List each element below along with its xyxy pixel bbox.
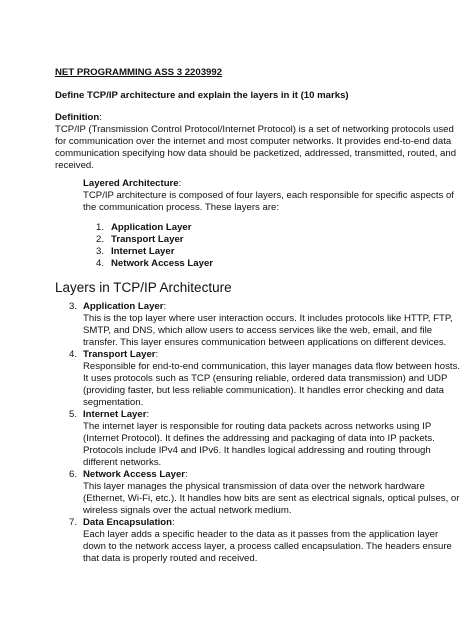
definition-line: TCP/IP (Transmission Control Protocol/Internet Protocol) is a set of networking protocols used	[55, 124, 454, 135]
list-item-transport: Transport Layer	[111, 234, 184, 245]
section-heading: Layers in TCP/IP Architecture	[55, 280, 232, 295]
layer-line: This layer manages the physical transmission of data over the network hardware	[83, 481, 425, 492]
layered-line: the communication process. These layers are:	[83, 202, 280, 213]
layer-line: Responsible for end-to-end communication, this layer manages data flow between hosts.	[83, 361, 461, 372]
layer-title-transport: Transport Layer:	[83, 349, 159, 360]
layer-line: (Internet Protocol). It defines the addressing and packaging of data into IP packets.	[83, 433, 435, 444]
list-item-application: Application Layer	[111, 222, 192, 233]
list-number: 1.	[96, 222, 105, 233]
document-title: NET PROGRAMMING ASS 3 2203992	[55, 67, 223, 78]
definition-line: received.	[55, 160, 94, 171]
list-number: 2.	[96, 234, 105, 245]
layered-line: TCP/IP architecture is composed of four layers, each responsible for specific aspects of	[83, 190, 454, 201]
layer-line: (providing faster, but less reliable communication). It handles error checking and data	[83, 385, 445, 396]
layer-title-internet: Internet Layer:	[83, 409, 150, 420]
layer-number: 3.	[69, 301, 78, 312]
layer-line: wireless signals over the actual network medium.	[83, 505, 292, 516]
question-text: Define TCP/IP architecture and explain the layers in it (10 marks)	[55, 90, 349, 101]
layer-line: that data is properly routed and received.	[83, 553, 258, 564]
layer-line: SMTP, and DNS, which allow users to access services like the web, email, and file	[83, 325, 433, 336]
layer-line: This is the top layer where user interaction occurs. It includes protocols like HTTP, FTP,	[83, 313, 453, 324]
definition-heading: Definition:	[55, 112, 102, 123]
layer-line: different networks.	[83, 457, 162, 468]
layer-line: Protocols include IPv4 and IPv6. It handles logical addressing and routing through	[83, 445, 431, 456]
layer-title-data-encapsulation: Data Encapsulation:	[83, 517, 175, 528]
layer-number: 4.	[69, 349, 78, 360]
layer-line: It uses protocols such as TCP (ensuring reliable, ordered data transmission) and UDP	[83, 373, 448, 384]
layer-line: Each layer adds a specific header to the data as it passes from the application layer	[83, 529, 439, 540]
layer-title-application: Application Layer:	[83, 301, 167, 312]
layer-title-network-access: Network Access Layer:	[83, 469, 188, 480]
list-number: 3.	[96, 246, 105, 257]
layer-line: The internet layer is responsible for routing data packets across networks using IP	[83, 421, 432, 432]
layer-line: down to the network access layer, a process called encapsulation. The headers ensure	[83, 541, 452, 552]
layered-heading: Layered Architecture:	[83, 178, 182, 189]
layer-number: 6.	[69, 469, 78, 480]
list-item-internet: Internet Layer	[111, 246, 175, 257]
list-item-network-access: Network Access Layer	[111, 258, 214, 269]
layer-line: transfer. This layer ensures communication between applications on different devices.	[83, 337, 447, 348]
layer-number: 7.	[69, 517, 78, 528]
layer-number: 5.	[69, 409, 78, 420]
definition-line: for communication over the internet and most computer networks. It provides end-to-end data	[55, 136, 452, 147]
layer-line: segmentation.	[83, 397, 144, 408]
layer-line: (Ethernet, Wi-Fi, etc.). It handles how bits are sent as electrical signals, optical pulses, or	[83, 493, 460, 504]
definition-line: communication specifying how data should be packetized, addressed, transmitted, routed, and	[55, 148, 457, 159]
list-number: 4.	[96, 258, 105, 269]
